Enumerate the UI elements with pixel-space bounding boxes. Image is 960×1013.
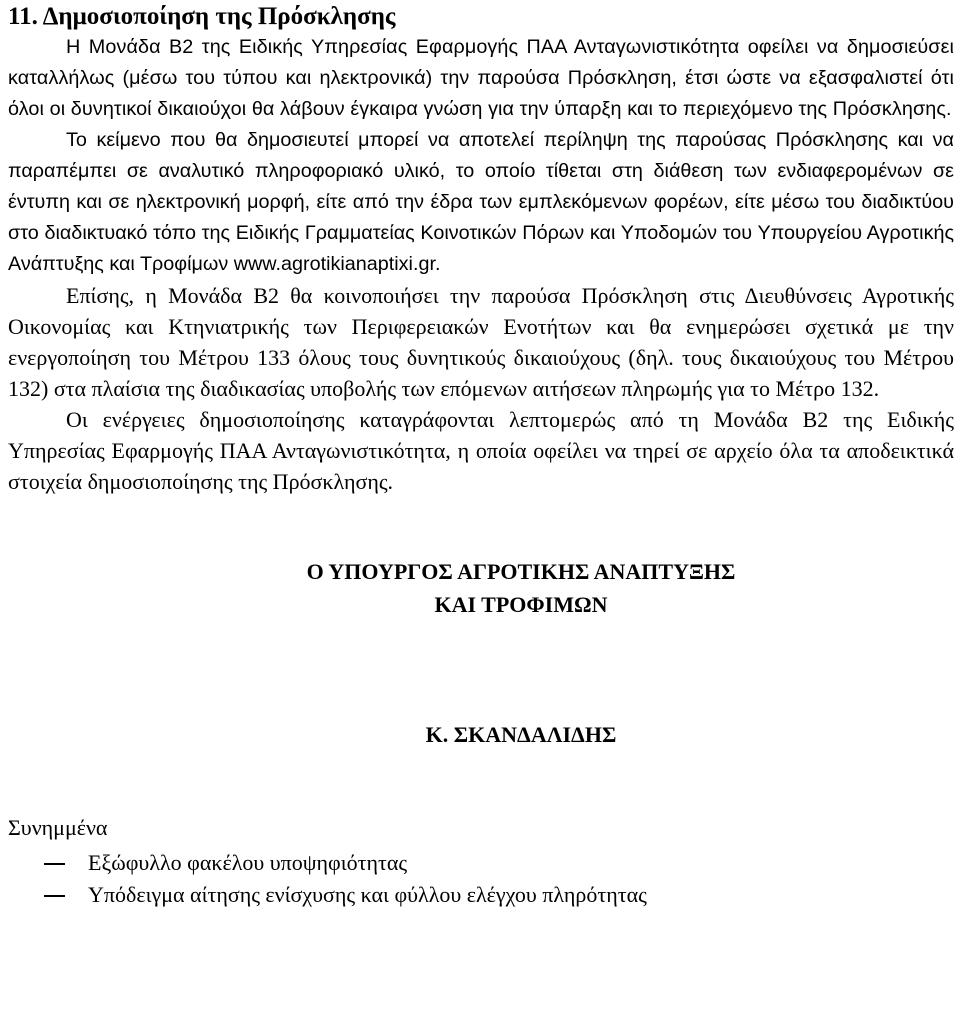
paragraph-publication-duty: Η Μονάδα Β2 της Ειδικής Υπηρεσίας Εφαρμογής ΠΑΑ Ανταγωνιστικότητα οφείλει να δημοσιεύσει καταλλήλως (μέσω του τύπου και ηλεκτρονικά) την παρούσα Πρόσκληση, έτσι ώστε να εξασφαλιστεί ότι όλοι οι δυνητικοί δικαιούχοι θα λάβουν έγκαιρα γνώση για την ύπαρξη και το περιεχόμενο της Πρόσκλησης. bbox=[8, 36, 954, 120]
dash-bullet-icon bbox=[44, 895, 65, 897]
signature-title-line1: Ο ΥΠΟΥΡΓΟΣ ΑΓΡΟΤΙΚΗΣ ΑΝΑΠΤΥΞΗΣ bbox=[306, 559, 736, 584]
attachment-item-label: Υπόδειγμα αίτησης ενίσχυσης και φύλλου ελέγχου πληρότητας bbox=[88, 882, 647, 907]
dash-bullet-icon bbox=[44, 863, 65, 865]
signature-block bbox=[8, 555, 954, 751]
signature-name: Κ. ΣΚΑΝΔΑΛΙΔΗΣ bbox=[425, 722, 617, 747]
signature-title-line2: ΚΑΙ ΤΡΟΦΙΜΩΝ bbox=[434, 592, 608, 617]
attachment-item-label: Εξώφυλλο φακέλου υποψηφιότητας bbox=[88, 850, 408, 875]
paragraph-records: Οι ενέργειες δημοσιοποίησης καταγράφονται λεπτομερώς από τη Μονάδα Β2 της Ειδικής Υπηρεσίας Εφαρμογής ΠΑΑ Ανταγωνιστικότητα, η οποία οφείλει να τηρεί σε αρχείο όλα τα αποδεικτικά στοιχεία δημοσιοποίησης της Πρόσκλησης. bbox=[8, 407, 954, 494]
attachment-item bbox=[8, 847, 954, 879]
attachment-item bbox=[8, 879, 954, 911]
section-heading: 11. Δημοσιοποίηση της Πρόσκλησης bbox=[8, 3, 396, 30]
paragraph-notification: Επίσης, η Μονάδα Β2 θα κοινοποιήσει την παρούσα Πρόσκληση στις Διευθύνσεις Αγροτικής Οικονομίας και Κτηνιατρικής των Περιφερειακών Ενοτήτων και θα ενημερώσει σχετικά με την ενεργοποίηση του Μέτρου 133 όλους τους δυνητικούς δικαιούχους (δηλ. τους δικαιούχους του Μέτρου 132) στα πλαίσια της διαδικασίας υποβολής των επόμενων αιτήσεων πληρωμής για το Μέτρο 132. bbox=[8, 283, 954, 401]
attachments-title: Συνημμένα bbox=[8, 815, 108, 840]
paragraph-summary-text: Το κείμενο που θα δημοσιευτεί μπορεί να αποτελεί περίληψη της παρούσας Πρόσκλησης και να παραπέμπει σε αναλυτικό πληροφοριακό υλικό, το οποίο τίθεται στη διάθεση των ενδιαφερομένων σε έντυπη και σε ηλεκτρονική μορφή, είτε από την έδρα των εμπλεκόμενων φορέων, είτε μέσω του διαδικτύου στο διαδικτυακό τόπο της Ειδικής Γραμματείας Κοινοτικών Πόρων και Υποδομών του Υπουργείου Αγροτικής Ανάπτυξης και Τροφίμων www.agrotikianaptixi.gr. bbox=[8, 129, 954, 275]
attachments-list bbox=[8, 847, 954, 911]
